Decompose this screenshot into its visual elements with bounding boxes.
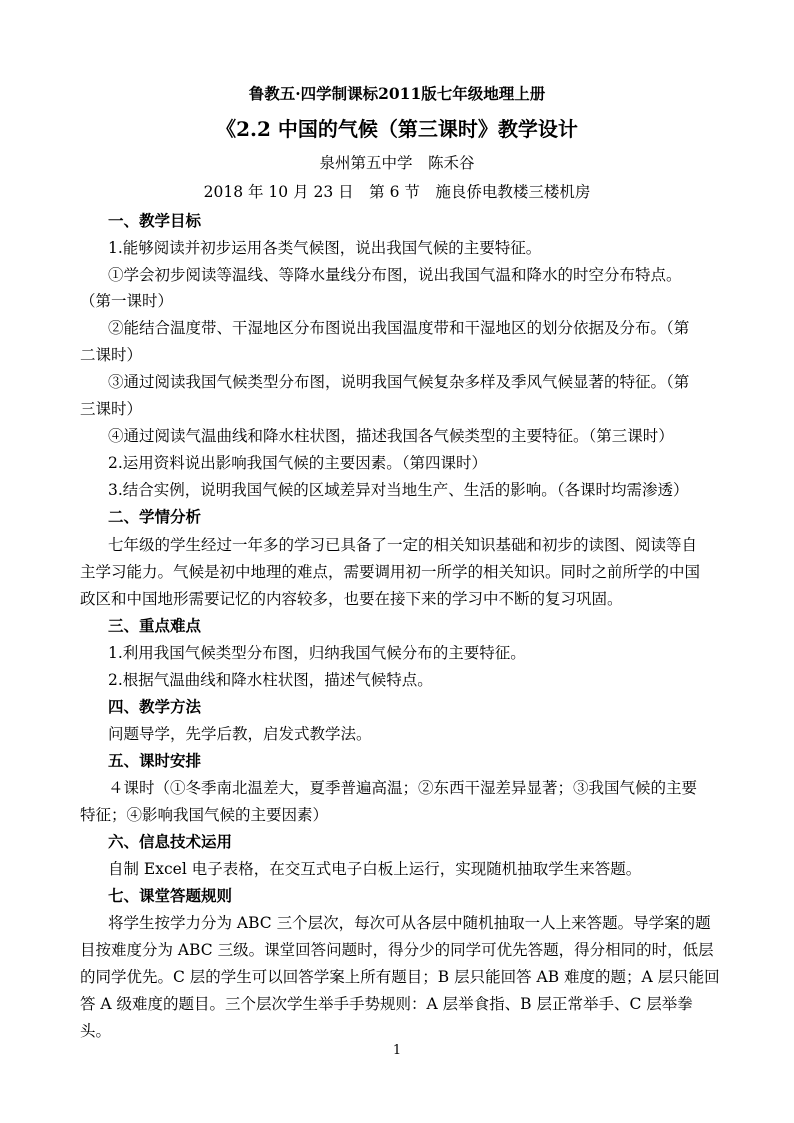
paragraph-line: 1.能够阅读并初步运用各类气候图，说出我国气候的主要特征。 bbox=[108, 239, 542, 257]
paragraph-line: 政区和中国地形需要记忆的内容较多，也要在接下来的学习中不断的复习巩固。 bbox=[80, 590, 623, 608]
paragraph-line: 问题导学，先学后教，启发式教学法。 bbox=[108, 725, 372, 743]
paragraph-line: 特征；④影响我国气候的主要因素） bbox=[80, 806, 329, 824]
paragraph-line: 主学习能力。气候是初中地理的难点，需要调用初一所学的相关知识。同时之前所学的中国 bbox=[80, 563, 701, 581]
paragraph-line: 目按难度分为 ABC 三级。课堂回答问题时，得分少的同学可优先答题，得分相同的时，低层 bbox=[80, 941, 714, 959]
section-heading-answer-rules: 七、课堂答题规则 bbox=[108, 887, 233, 905]
date-line: 2018 年 10 月 23 日 第 6 节 施良侨电教楼三楼机房 bbox=[203, 183, 591, 201]
section-heading-objectives: 一、教学目标 bbox=[108, 212, 202, 230]
paragraph-line: 2.根据气温曲线和降水柱状图，描述气候特点。 bbox=[108, 671, 433, 689]
lesson-title: 《2.2 中国的气候（第三课时》教学设计 bbox=[216, 117, 578, 141]
paragraph-line: 七年级的学生经过一年多的学习已具备了一定的相关知识基础和初步的读图、阅读等自 bbox=[108, 536, 698, 554]
paragraph-line: 2.运用资料说出影响我国气候的主要因素。（第四课时） bbox=[108, 454, 488, 472]
paragraph-line: 自制 Excel 电子表格，在交互式电子白板上运行，实现随机抽取学生来答题。 bbox=[108, 860, 642, 878]
paragraph-line: 三课时） bbox=[80, 400, 143, 418]
paragraph-line: ③通过阅读我国气候类型分布图，说明我国气候复杂多样及季风气候显著的特征。（第 bbox=[108, 373, 690, 391]
paragraph-line: 答 A 级难度的题目。三个层次学生举手手势规则：A 层举食指、B 层正常举手、C 层举拳 bbox=[80, 995, 693, 1013]
paragraph-line: 二课时） bbox=[80, 346, 143, 364]
author-line: 泉州第五中学 陈禾谷 bbox=[319, 154, 475, 172]
paragraph-line: ①学会初步阅读等温线、等降水量线分布图，说出我国气温和降水的时空分布特点。 bbox=[108, 266, 682, 284]
series-title: 鲁教五·四学制课标2011版七年级地理上册 bbox=[248, 84, 546, 103]
section-heading-schedule: 五、课时安排 bbox=[108, 752, 202, 770]
paragraph-line: 1.利用我国气候类型分布图，归纳我国气候分布的主要特征。 bbox=[108, 644, 526, 662]
paragraph-line: 3.结合实例，说明我国气候的区域差异对当地生产、生活的影响。（各课时均需渗透） bbox=[108, 481, 689, 499]
page-number: 1 bbox=[392, 1043, 402, 1058]
paragraph-line: 的同学优先。C 层的学生可以回答学案上所有题目；B 层只能回答 AB 难度的题；A 层只能回 bbox=[80, 968, 720, 986]
section-heading-it-use: 六、信息技术运用 bbox=[108, 833, 233, 851]
paragraph-line: 将学生按学力分为 ABC 三个层次，每次可从各层中随机抽取一人上来答题。导学案的题 bbox=[108, 914, 711, 932]
paragraph-line: ④通过阅读气温曲线和降水柱状图，描述我国各气候类型的主要特征。（第三课时） bbox=[108, 427, 674, 445]
section-heading-teaching-method: 四、教学方法 bbox=[108, 698, 202, 716]
paragraph-line: ②能结合温度带、干湿地区分布图说出我国温度带和干湿地区的划分依据及分布。（第 bbox=[108, 319, 690, 337]
paragraph-line: 头。 bbox=[80, 1022, 112, 1040]
section-heading-student-analysis: 二、学情分析 bbox=[108, 508, 202, 526]
paragraph-line: ４课时（①冬季南北温差大，夏季普遍高温；②东西干湿差异显著；③我国气候的主要 bbox=[108, 779, 698, 797]
section-heading-key-points: 三、重点难点 bbox=[108, 617, 202, 635]
paragraph-line: （第一课时） bbox=[80, 292, 174, 310]
